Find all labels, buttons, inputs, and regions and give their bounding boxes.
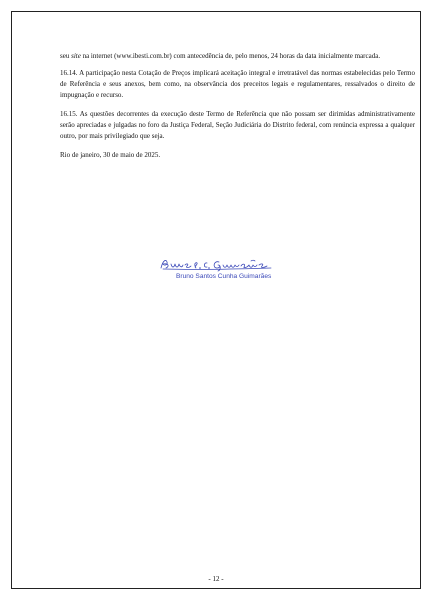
document-body: [60, 51, 415, 169]
paragraph-16-14: 16.14. A participação nesta Cotação de Preços implicará aceitação integral e irretratável das normas estabelecidas pelo Termo de Referência e seus anexos, bem como, na observância dos preceitos legais e regulamentares, ressalvados o direito de impugnação e recurso.: [60, 69, 415, 99]
paragraph-website-notice: [60, 51, 415, 62]
handwritten-signature: [159, 256, 274, 272]
page-number: - 12 -: [208, 575, 224, 583]
paragraph-16-15: 16.15. As questões decorrentes da execução deste Termo de Referência que não possam ser dirimidas administrativamente serão apreciadas e julgadas no foro da Justiça Federal, Seção Judiciária do Distrito federal, com renúncia expressa a qualquer outro, por mais privilegiado que seja.: [60, 110, 415, 140]
text-segment: seu: [60, 52, 72, 60]
text-segment: na internet (www.ibesti.com.br) com antecedência de, pelo menos, 24 horas da data inicialmente marcada.: [80, 52, 381, 60]
date-line: Rio de janeiro, 30 de maio de 2025.: [60, 151, 161, 159]
italic-site-word: site: [71, 52, 81, 60]
document-page: [11, 11, 421, 589]
signature-block: [159, 256, 319, 280]
signer-name: Bruno Santos Cunha Guimarães: [176, 273, 272, 280]
